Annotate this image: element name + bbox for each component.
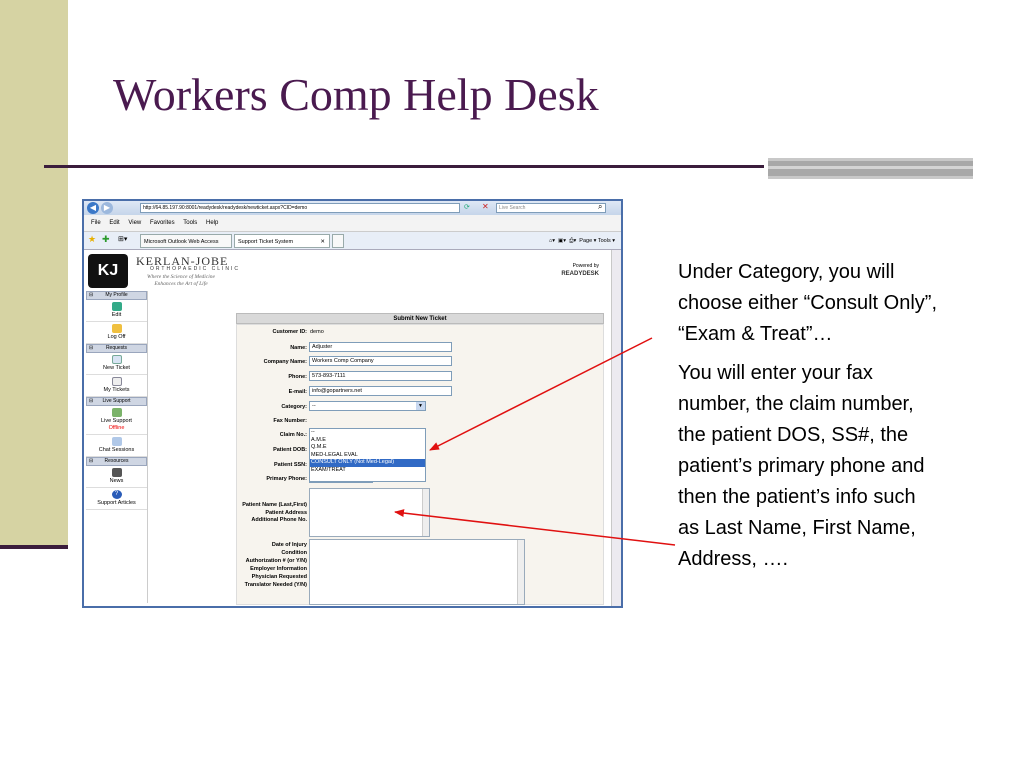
org-tagline: Where the Science of Medicine Enhances the Art of Life [147,274,215,287]
page-tools-menu[interactable]: Page ▾ Tools ▾ [579,238,615,244]
category-option[interactable]: CONSULT ONLY (Not Med-Legal) [310,459,425,467]
section-title: Live Support [102,398,131,404]
category-option[interactable]: EXAM/TREAT [311,466,346,473]
patient-name-label: Patient Name (Last,First) [242,502,307,508]
tab-support-ticket-system[interactable] [234,234,330,248]
refresh-icon[interactable]: ⟳ [464,204,470,211]
sidebar-item-chat-sessions[interactable] [86,435,147,457]
section-title: Requests [105,345,128,351]
tickets-icon [112,377,122,386]
company-field[interactable]: Workers Comp Company [309,356,452,366]
live-support-status: Offline [108,425,125,431]
textarea-scrollbar[interactable] [422,489,429,536]
chevron-down-icon[interactable]: ▼ [416,402,425,410]
collapse-icon[interactable]: ⊟ [89,398,94,404]
sidebar-item-label: New Ticket [103,365,130,371]
category-label: Category: [281,404,307,410]
menu-edit[interactable]: Edit [109,220,120,226]
fax-label: Fax Number: [273,418,307,424]
customer-id-label: Customer ID: [272,329,307,335]
slide-title: Workers Comp Help Desk [113,69,599,120]
back-icon[interactable]: ◀ [87,202,99,214]
org-name: KERLAN-JOBE [136,254,229,268]
sidebar-item-new-ticket[interactable] [86,353,147,375]
translator-label: Translator Needed (Y/N) [244,582,307,588]
email-label: E-mail: [288,389,307,395]
ticket-form [236,313,604,605]
section-resources[interactable] [86,457,147,466]
category-option[interactable]: Q.M.E [311,444,327,450]
chat-icon [112,437,122,446]
sidebar-item-label: Log Off [107,334,126,340]
new-ticket-icon [112,355,122,364]
sidebar-item-edit[interactable] [86,300,147,322]
name-label: Name: [290,345,307,351]
sidebar-item-my-tickets[interactable] [86,375,147,397]
sidebar-item-label: Edit [111,312,122,318]
sidebar-item-label: My Tickets [103,387,130,393]
note-fields: You will enter your fax number, the claim number, the patient DOS, SS#, the patient’s primary phone and then the patient’s info such as Last Name, First Name, Address, …. [678,362,925,570]
print-icon[interactable]: ⎙▾ [569,238,577,244]
sidebar-item-label: Live Support [101,418,132,424]
readydesk-logo: READYDESK [561,271,599,277]
feeds-icon[interactable]: ▣▾ [558,238,566,244]
menu-bar [84,215,621,232]
category-option[interactable]: A.M.E [311,436,326,443]
menu-tools[interactable]: Tools [183,220,198,226]
tab-bar [84,232,621,250]
collapse-icon[interactable]: ⊟ [89,345,94,351]
search-input[interactable]: Live Search [496,203,606,213]
tab-list-icon[interactable]: ⊞▾ [118,236,128,243]
patient-info-textarea[interactable] [309,488,430,537]
section-requests[interactable] [86,344,147,353]
tab-label: Support Ticket System [238,239,294,245]
form-body [236,324,604,605]
new-tab-button[interactable] [332,234,344,248]
browser-screenshot [82,199,623,608]
add-favorite-icon[interactable]: ✚ [102,234,110,244]
menu-favorites[interactable]: Favorites [149,220,175,226]
tab-label: Microsoft Outlook Web Access [144,239,219,245]
phone-label: Phone: [288,374,307,380]
injury-info-labels [245,541,307,589]
sidebar-item-label: Support Articles [97,500,136,506]
left-accent-bar [0,0,68,545]
category-option[interactable]: -- [311,429,315,435]
sidebar-item-label: Chat Sessions [98,447,135,453]
sidebar-item-support-articles[interactable] [86,488,147,510]
help-icon: ? [112,490,122,499]
collapse-icon[interactable]: ⊟ [89,292,94,298]
clinic-logo: KJ [88,254,128,288]
sidebar-item-label: News [109,478,124,484]
email-field[interactable]: info@gopartners.net [309,386,452,396]
ssn-label: Patient SSN: [273,462,307,468]
collapse-icon[interactable]: ⊟ [89,458,94,464]
home-icon[interactable]: ⌂▾ [548,238,555,244]
sidebar-item-live-support[interactable] [86,406,147,435]
condition-label: Condition [281,550,307,556]
favorites-star-icon[interactable]: ★ [88,234,97,244]
category-selected-value: -- [312,403,316,409]
command-bar [549,234,615,248]
stop-icon[interactable]: ✕ [482,202,489,211]
primary-phone-label: Primary Phone: [266,476,307,482]
note-category: Under Category, you will choose either “Consult Only”, “Exam & Treat”… [678,261,938,345]
category-select[interactable] [309,401,426,411]
sidebar-item-log-off[interactable] [86,322,147,344]
forward-icon[interactable]: ▶ [101,202,113,214]
name-field[interactable]: Adjuster [309,342,452,352]
textarea-scrollbar[interactable] [517,540,524,604]
authorization-label: Authorization # (or Y/N) [245,558,307,564]
patient-info-labels [242,502,307,525]
log-off-icon [112,324,122,333]
web-page [84,250,611,606]
dob-label: Patient DOB: [273,447,307,453]
divider-accent-stripe [768,166,973,169]
section-live-support[interactable] [86,397,147,406]
phone-field[interactable]: 573-893-7111 [309,371,452,381]
section-title: Resources [104,458,129,464]
patient-address-label: Patient Address [265,509,307,516]
sidebar-item-news[interactable] [86,466,147,488]
injury-info-textarea[interactable] [309,539,525,605]
powered-by [561,262,599,278]
left-accent-line [0,545,68,549]
page-scrollbar[interactable] [611,250,621,606]
powered-by-label: Powered by [572,263,599,269]
form-header: Submit New Ticket [236,313,604,324]
org-subtitle: ORTHOPAEDIC CLINIC [150,266,240,272]
slide-notes [678,257,940,583]
search-icon[interactable]: ⌕ [598,202,603,211]
company-label: Company Name: [263,359,307,365]
url-field[interactable]: http://64.85.197.90:8001/readydesk/readydesk/newticket.aspx?CID=demo [140,203,460,213]
category-option[interactable]: MED-LEGAL EVAL [311,451,358,458]
sidebar [86,291,148,603]
close-tab-icon[interactable]: ✕ [320,239,325,245]
category-dropdown-list[interactable] [309,428,426,482]
section-my-profile[interactable] [86,291,147,300]
menu-help[interactable]: Help [205,220,219,226]
news-icon [112,468,122,477]
physician-label: Physician Requested [251,574,307,580]
menu-file[interactable]: File [91,220,101,226]
injury-date-label: Date of Injury [271,542,307,548]
title-divider [44,165,764,168]
menu-view[interactable]: View [128,220,142,226]
employer-label: Employer Information [250,566,307,572]
customer-id-value: demo [310,329,324,335]
address-bar [84,201,621,215]
live-support-icon [112,408,122,417]
section-title: My Profile [105,292,128,298]
tab-outlook-web-access[interactable] [140,234,232,248]
users-icon [112,302,122,311]
claim-label: Claim No.: [279,432,307,438]
additional-phone-label: Additional Phone No. [251,517,307,523]
